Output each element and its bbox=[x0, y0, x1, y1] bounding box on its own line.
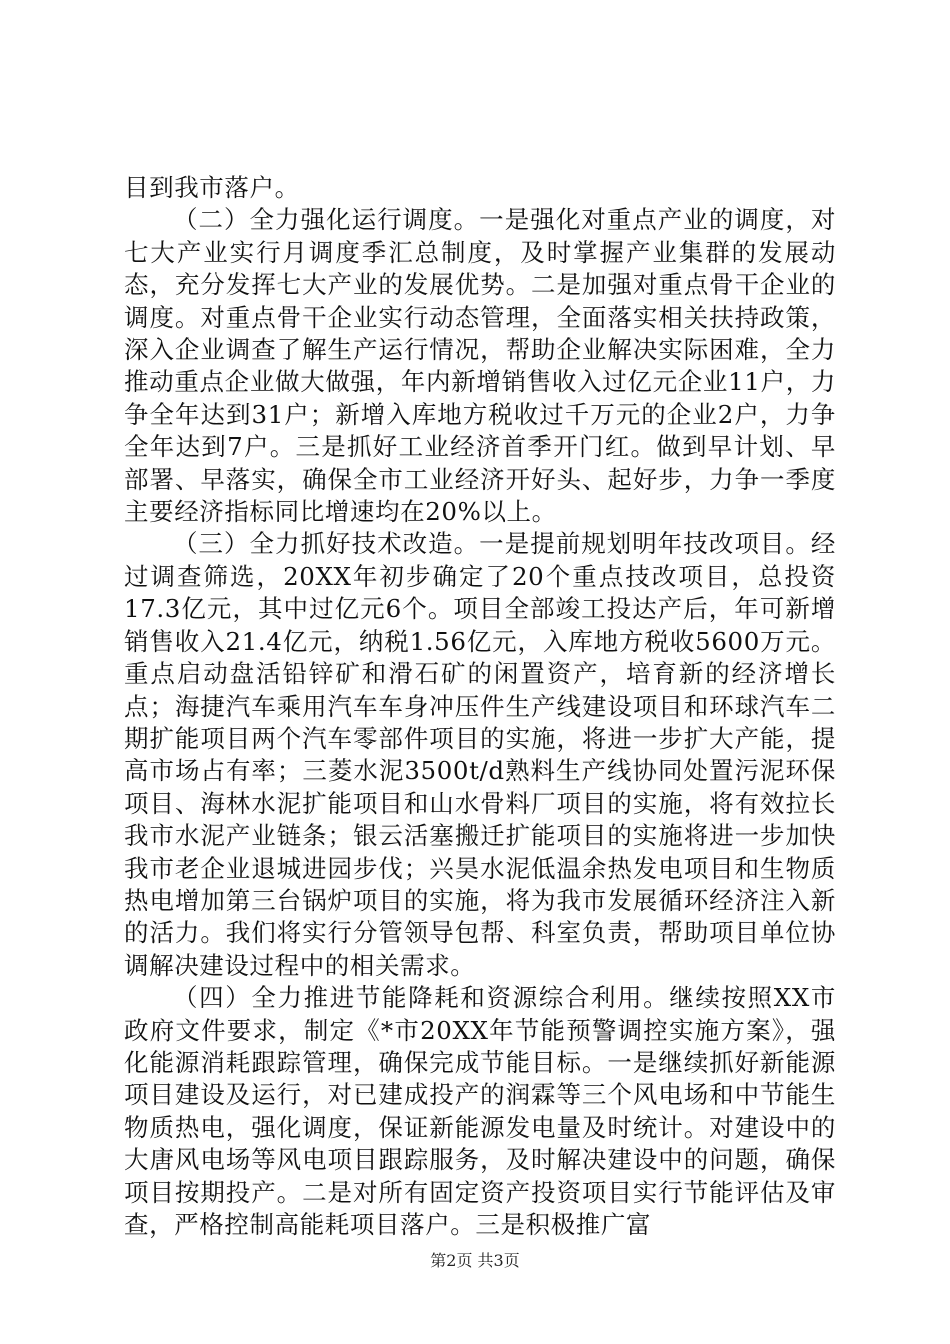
paragraph-continuation: 目到我市落户。 bbox=[124, 173, 300, 202]
paragraph-section-2: （二）全力强化运行调度。一是强化对重点产业的调度，对七大产业实行月调度季汇总制度，及时掌握产业集群的发展动态，充分发挥七大产业的发展优势。二是加强对重点骨干企业的调度。对重点骨干企业实行动态管理，全面落实相关扶持政策，深入企业调查了解生产运行情况，帮助企业解决实际困难，全力推动重点企业做大做强，年内新增销售收入过亿元企业11户，力争全年达到31户；新增入库地方税收过千万元的企业2户，力争全年达到7户。三是抓好工业经济首季开门红。做到早计划、早部署、早落实，确保全市工业经济开好头、起好步，力争一季度主要经济指标同比增速均在20%以上。 bbox=[124, 205, 836, 527]
paragraph-section-3: （三）全力抓好技术改造。一是提前规划明年技改项目。经过调查筛选，20XX年初步确定了20个重点技改项目，总投资17.3亿元，其中过亿元6个。项目全部竣工投达产后，年可新增销售收入21.4亿元，纳税1.56亿元，入库地方税收5600万元。重点启动盘活铅锌矿和滑石矿的闲置资产，培育新的经济增长点；海捷汽车乘用汽车车身冲压件生产线建设项目和环球汽车二期扩能项目两个汽车零部件项目的实施，将进一步扩大产能，提高市场占有率；三菱水泥3500t/d熟料生产线协同处置污泥环保项目、海林水泥扩能项目和山水骨料厂项目的实施，将有效拉长我市水泥产业链条；银云活塞搬迁扩能项目的实施将进一步加快我市老企业退城进园步伐；兴昊水泥低温余热发电项目和生物质热电增加第三台锅炉项目的实施，将为我市发展循环经济注入新的活力。我们将实行分管领导包帮、科室负责，帮助项目单位协调解决建设过程中的相关需求。 bbox=[124, 529, 836, 980]
page-footer: 第2页 共3页 bbox=[430, 1251, 520, 1270]
paragraph-section-4: （四）全力推进节能降耗和资源综合利用。继续按照XX市政府文件要求，制定《*市20XX年节能预警调控实施方案》，强化能源消耗跟踪管理，确保完成节能目标。一是继续抓好新能源项目建设及运行，对已建成投产的润霖等三个风电场和中节能生物质热电，强化调度，保证新能源发电量及时统计。对建设中的大唐风电场等风电项目跟踪服务，及时解决建设中的问题，确保项目按期投产。二是对所有固定资产投资项目实行节能评估及审查，严格控制高能耗项目落户。三是积极推广富 bbox=[124, 983, 836, 1239]
document-body bbox=[124, 172, 836, 1241]
